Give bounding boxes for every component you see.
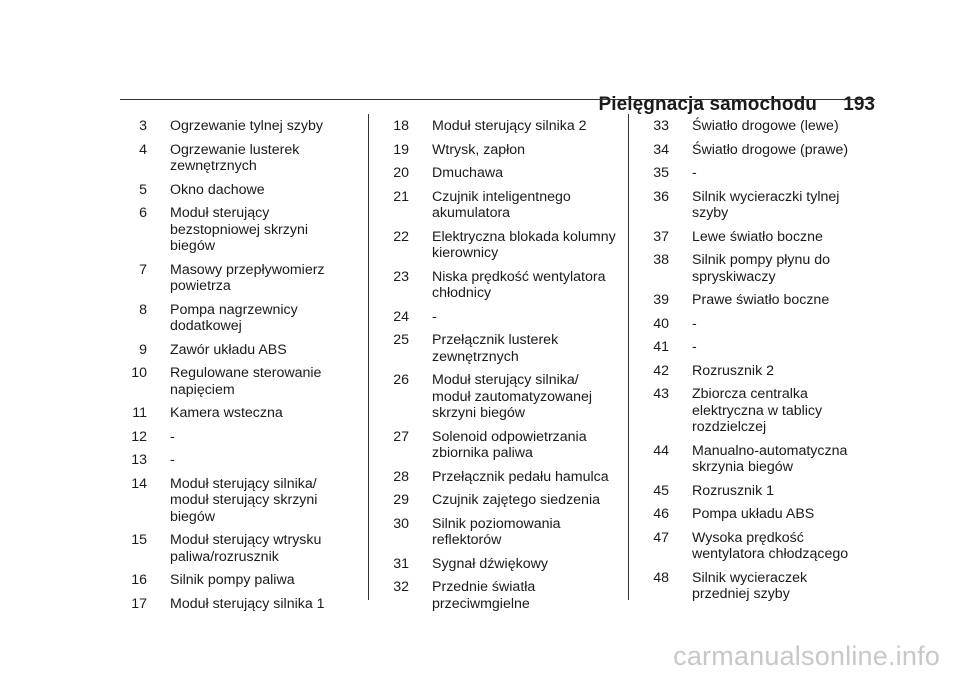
fuse-list-item	[642, 339, 867, 356]
fuse-number: 18	[393, 118, 409, 134]
fuse-description: -	[692, 339, 697, 355]
fuse-number: 29	[393, 492, 409, 508]
fuse-number: 8	[139, 301, 147, 318]
fuse-number: 11	[132, 405, 147, 421]
fuse-list-item	[120, 452, 332, 469]
fuse-number: 30	[393, 515, 409, 532]
fuse-number: 48	[653, 569, 669, 586]
fuse-list-item	[382, 492, 620, 509]
fuse-description: Solenoid odpowietrzania zbiornika paliwa	[432, 428, 587, 461]
fuse-list-item	[382, 165, 620, 182]
fuse-description: Moduł sterujący bezstopniowej skrzyni biegów	[170, 205, 308, 254]
fuse-number: 46	[653, 506, 669, 522]
fuse-list-item	[382, 269, 620, 302]
watermark: carmanualsonline.info	[673, 641, 940, 671]
fuse-number: 20	[393, 165, 409, 181]
fuse-list-item	[642, 530, 867, 563]
fuse-list-item	[642, 118, 867, 135]
fuse-description: Wtrysk, zapłon	[432, 141, 526, 158]
fuse-number: 32	[393, 579, 409, 595]
fuse-list-item	[120, 205, 332, 255]
fuse-description: Lewe światło boczne	[692, 228, 823, 245]
fuse-description: Dmuchawa	[432, 165, 503, 181]
fuse-number: 24	[393, 308, 409, 325]
fuse-list-item	[120, 532, 332, 565]
fuse-description: Moduł sterujący silnika/ moduł sterujący skrzyni biegów	[170, 475, 318, 525]
fuse-list-item	[382, 229, 620, 262]
fuse-number: 21	[393, 188, 409, 205]
fuse-number: 34	[653, 141, 669, 158]
fuse-description: Zawór układu ABS	[170, 341, 287, 358]
fuse-number: 42	[653, 362, 669, 379]
fuse-number: 31	[393, 555, 409, 572]
fuse-list-item	[120, 142, 332, 175]
fuse-description: Przełącznik pedału hamulca	[432, 468, 609, 485]
fuse-list-item	[120, 429, 332, 446]
fuse-list-item	[642, 189, 867, 222]
fuse-list-item	[382, 332, 620, 365]
fuse-number: 7	[139, 261, 147, 278]
fuse-description: Ogrzewanie tylnej szyby	[170, 118, 323, 134]
fuse-description: Zbiorcza centralka elektryczna w tablicy rozdzielczej	[692, 386, 823, 435]
fuse-description: -	[170, 452, 175, 468]
fuse-list-item	[642, 483, 867, 500]
fuse-description: Rozrusznik 1	[692, 482, 775, 499]
fuse-list-item	[120, 405, 332, 422]
fuse-description: Rozrusznik 2	[692, 362, 775, 379]
fuse-description: Masowy przepływomierz powietrza	[170, 261, 325, 294]
fuse-description: Silnik poziomowania reflektorów	[432, 515, 561, 548]
fuse-description: Przełącznik lusterek zewnętrznych	[432, 332, 559, 365]
fuse-number: 4	[139, 141, 147, 158]
fuse-description: Moduł sterujący wtrysku paliwa/rozrusznik	[170, 532, 322, 565]
fuse-list-item	[382, 142, 620, 159]
fuse-description: Kamera wsteczna	[170, 405, 283, 421]
fuse-list-item	[120, 476, 332, 526]
fuse-number: 33	[653, 118, 669, 134]
fuse-description: -	[692, 315, 697, 332]
fuse-description: Światło drogowe (lewe)	[692, 118, 839, 134]
fuse-number: 47	[653, 529, 669, 546]
fuse-list-item	[382, 579, 620, 612]
fuse-description: Elektryczna blokada kolumny kierownicy	[432, 228, 616, 261]
fuse-description: Pompa układu ABS	[692, 506, 815, 522]
fuse-number: 41	[653, 339, 669, 355]
fuse-list-item	[120, 182, 332, 199]
fuse-number: 3	[139, 118, 147, 134]
fuse-description: Moduł sterujący silnika 1	[170, 595, 325, 612]
fuse-list-item	[642, 252, 867, 285]
fuse-number: 39	[653, 292, 669, 308]
fuse-list-item	[642, 506, 867, 523]
fuse-number: 9	[139, 341, 147, 358]
fuse-number: 25	[393, 332, 409, 348]
fuse-list-item	[120, 262, 332, 295]
fuse-description: Prawe światło boczne	[692, 292, 830, 308]
fuse-number: 13	[131, 452, 147, 468]
fuse-number: 23	[393, 268, 409, 285]
fuse-list-item	[382, 309, 620, 326]
fuse-list-item	[120, 118, 332, 135]
fuse-description: Niska prędkość wentylatora chłodnicy	[432, 268, 606, 301]
fuse-description: -	[432, 308, 437, 325]
fuse-list-item	[382, 189, 620, 222]
fuse-number: 17	[131, 595, 147, 612]
fuse-list-item	[382, 469, 620, 486]
fuse-description: Moduł sterujący silnika 2	[432, 118, 587, 134]
fuse-list-item	[642, 165, 867, 182]
page-title: Pielęgnacja samochodu	[598, 94, 817, 115]
fuse-number: 22	[393, 228, 409, 245]
fuse-description: -	[170, 428, 175, 445]
fuse-number: 35	[653, 165, 669, 181]
fuse-description: Manualno-automatyczna skrzynia biegów	[692, 442, 848, 475]
fuse-number: 12	[131, 428, 147, 445]
fuse-description: Światło drogowe (prawe)	[692, 141, 849, 158]
fuse-list-item	[382, 118, 620, 135]
fuse-number: 38	[653, 252, 669, 268]
fuse-list-item	[120, 365, 332, 398]
fuse-description: Silnik pompy płynu do spryskiwaczy	[692, 252, 831, 285]
header-divider	[120, 99, 875, 100]
fuse-list-item	[642, 443, 867, 476]
fuse-list-item	[120, 342, 332, 359]
page-number: 193	[843, 94, 875, 115]
fuse-list-item	[382, 516, 620, 549]
column-divider-2	[628, 114, 629, 600]
column-divider-1	[368, 114, 369, 600]
fuse-number: 14	[131, 475, 147, 492]
fuse-number: 28	[393, 468, 409, 485]
fuse-description: -	[692, 165, 697, 181]
fuse-description: Okno dachowe	[170, 181, 265, 198]
fuse-list-column-2	[382, 118, 620, 619]
fuse-number: 26	[393, 372, 409, 388]
fuse-list-item	[120, 572, 332, 589]
fuse-list-item	[642, 229, 867, 246]
fuse-number: 6	[139, 205, 147, 221]
fuse-number: 43	[653, 386, 669, 402]
fuse-description: Silnik wycieraczki tylnej szyby	[692, 188, 840, 221]
fuse-list-item	[642, 363, 867, 380]
fuse-list-column-3	[642, 118, 867, 610]
fuse-number: 10	[131, 365, 147, 381]
fuse-description: Czujnik inteligentnego akumulatora	[432, 188, 571, 221]
fuse-number: 36	[653, 188, 669, 205]
fuse-number: 40	[653, 315, 669, 332]
fuse-list-item	[382, 429, 620, 462]
fuse-list-column-1	[120, 118, 332, 619]
fuse-list-item	[642, 570, 867, 603]
fuse-number: 37	[653, 228, 669, 245]
fuse-description: Sygnał dźwiękowy	[432, 555, 548, 572]
fuse-description: Pompa nagrzewnicy dodatkowej	[170, 301, 298, 334]
fuse-description: Ogrzewanie lusterek zewnętrznych	[170, 141, 300, 174]
fuse-description: Moduł sterujący silnika/ moduł zautomatyzowanej skrzyni biegów	[432, 372, 593, 421]
fuse-description: Przednie światła przeciwmgielne	[432, 579, 536, 612]
fuse-number: 27	[393, 428, 409, 445]
fuse-number: 45	[653, 482, 669, 499]
fuse-list-item	[382, 556, 620, 573]
fuse-list-item	[120, 302, 332, 335]
fuse-description: Silnik wycieraczek przedniej szyby	[692, 569, 808, 602]
fuse-list-item	[642, 292, 867, 309]
fuse-description: Wysoka prędkość wentylatora chłodzącego	[692, 529, 849, 562]
fuse-number: 44	[653, 442, 669, 459]
fuse-number: 5	[139, 181, 147, 198]
page-header	[120, 94, 875, 118]
fuse-list-item	[120, 596, 332, 613]
fuse-list-item	[642, 316, 867, 333]
fuse-number: 16	[131, 572, 147, 588]
fuse-number: 19	[393, 141, 409, 158]
fuse-description: Regulowane sterowanie napięciem	[170, 365, 322, 398]
fuse-list-item	[642, 142, 867, 159]
fuse-description: Czujnik zajętego siedzenia	[432, 492, 600, 508]
fuse-description: Silnik pompy paliwa	[170, 572, 295, 588]
fuse-list-item	[642, 386, 867, 436]
fuse-list-item	[382, 372, 620, 422]
fuse-number: 15	[131, 532, 147, 548]
